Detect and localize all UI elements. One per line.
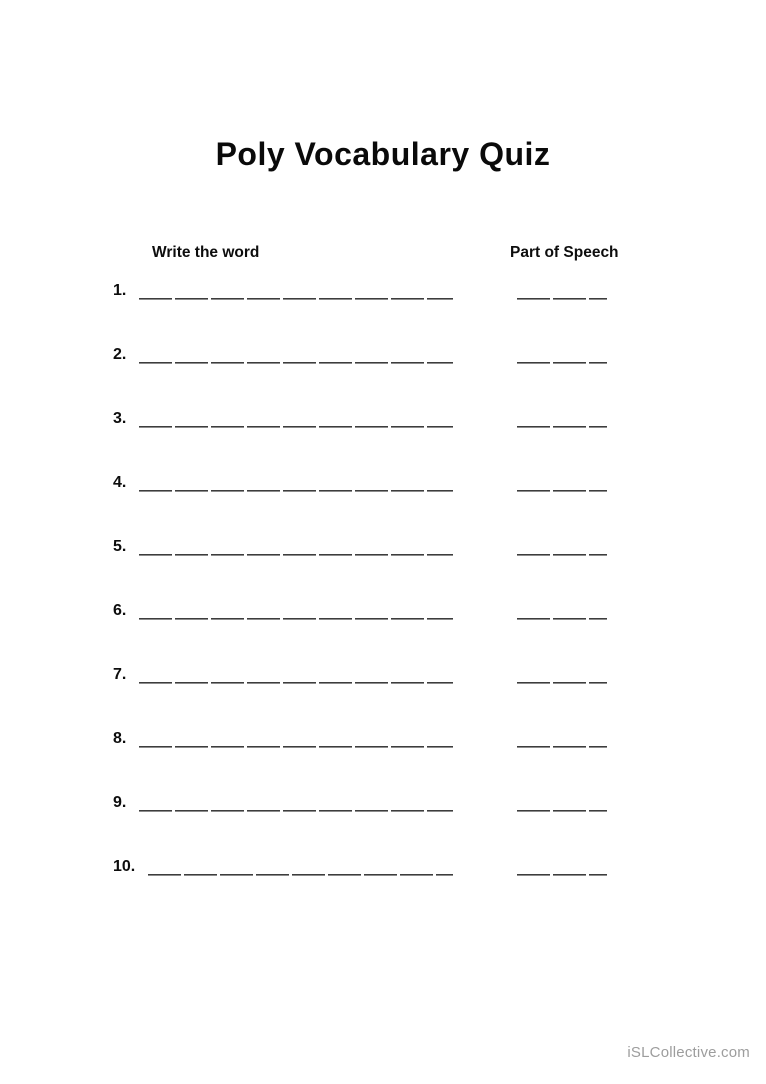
quiz-row-5 [113,536,607,556]
row-number: 3. [113,410,127,427]
quiz-row-6 [113,600,607,620]
pos-blank-3[interactable] [517,410,607,428]
quiz-row-7 [113,664,607,684]
row-number: 1. [113,282,127,299]
quiz-row-3 [113,408,607,428]
row-number: 6. [113,602,127,619]
row-number: 8. [113,730,127,747]
row-number: 7. [113,666,127,683]
word-blank-7[interactable] [139,666,453,684]
row-number: 9. [113,794,127,811]
quiz-row-10 [113,856,607,876]
pos-blank-8[interactable] [517,730,607,748]
word-blank-8[interactable] [139,730,453,748]
row-number: 5. [113,538,127,555]
word-blank-1[interactable] [139,282,453,300]
word-blank-4[interactable] [139,474,453,492]
pos-blank-6[interactable] [517,602,607,620]
quiz-row-9 [113,792,607,812]
quiz-row-1 [113,280,607,300]
pos-blank-4[interactable] [517,474,607,492]
row-number: 2. [113,346,127,363]
column-header-part-of-speech: Part of Speech [510,244,619,261]
pos-blank-1[interactable] [517,282,607,300]
pos-blank-7[interactable] [517,666,607,684]
quiz-row-4 [113,472,607,492]
pos-blank-5[interactable] [517,538,607,556]
word-blank-6[interactable] [139,602,453,620]
word-blank-9[interactable] [139,794,453,812]
row-number: 10. [113,858,136,875]
page-title: Poly Vocabulary Quiz [215,136,551,172]
pos-blank-9[interactable] [517,794,607,812]
row-number: 4. [113,474,127,491]
quiz-row-2 [113,344,607,364]
pos-blank-10[interactable] [517,858,607,876]
word-blank-5[interactable] [139,538,453,556]
islcollective-watermark: iSLCollective.com [627,1044,750,1061]
word-blank-3[interactable] [139,410,453,428]
word-blank-10[interactable] [148,858,453,876]
quiz-row-8 [113,728,607,748]
pos-blank-2[interactable] [517,346,607,364]
column-header-write-the-word: Write the word [152,244,260,261]
word-blank-2[interactable] [139,346,453,364]
